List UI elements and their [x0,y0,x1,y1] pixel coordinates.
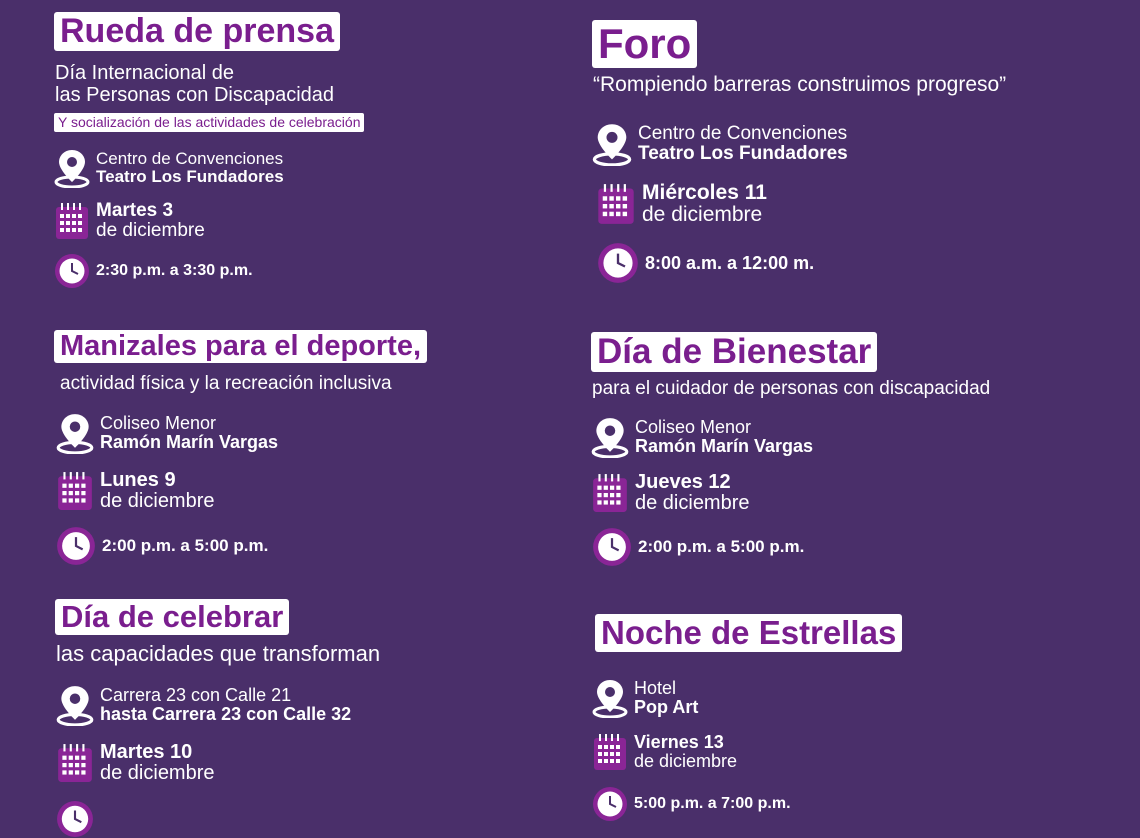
date-month: de diciembre [100,762,215,784]
location-pin-icon [591,416,629,458]
date-month: de diciembre [100,490,215,512]
date-day: Lunes 9 [100,469,176,491]
location-detail: Teatro Los Fundadores [638,143,848,164]
time-range: 5:00 p.m. a 7:00 p.m. [634,795,791,812]
event-time [54,253,253,289]
location-name: Coliseo Menor [100,413,217,433]
event-location [56,412,278,454]
date-month: de diciembre [635,492,750,514]
time-range: 2:30 p.m. a 3:30 p.m. [96,262,253,279]
event-time [597,242,814,284]
clock-icon [56,526,96,566]
event-date [592,733,737,771]
time-range: 2:00 p.m. a 5:00 p.m. [102,536,269,555]
calendar-icon [591,473,629,513]
location-name: Coliseo Menor [635,417,752,437]
time-range: 8:00 a.m. a 12:00 m. [645,252,815,273]
event-title-dia-de-celebrar: Día de celebrar [55,599,289,635]
event-title-foro: Foro [592,20,697,68]
event-date [596,182,767,226]
time-range: 2:00 p.m. a 5:00 p.m. [638,537,805,556]
event-subtitle-line: las Personas con Discapacidad [55,84,335,106]
event-location [592,678,698,718]
event-location [54,148,284,188]
event-subtitle-line: Día Internacional de [55,62,235,84]
event-date [56,470,215,512]
event-time [56,526,268,566]
date-day: Jueves 12 [635,471,731,493]
clock-icon [592,527,632,567]
calendar-icon [56,471,94,511]
event-title-noche-de-estrellas: Noche de Estrellas [595,614,902,652]
event-title-dia-de-bienestar: Día de Bienestar [591,332,877,372]
date-day: Viernes 13 [634,732,724,752]
event-tag: Y socialización de las actividades de celebración [54,113,364,132]
date-day: Miércoles 11 [642,181,767,204]
event-subtitle-line: actividad física y la recreación inclusiva [60,373,392,394]
location-detail: hasta Carrera 23 con Calle 32 [100,704,352,724]
location-pin-icon [592,678,628,718]
calendar-icon [54,202,90,240]
location-pin-icon [56,684,94,726]
location-detail: Ramón Marín Vargas [100,432,279,452]
location-name: Carrera 23 con Calle 21 [100,685,292,705]
date-month: de diciembre [634,751,738,771]
location-name: Hotel [634,678,677,698]
event-date [591,472,750,514]
date-day: Martes 3 [96,200,174,221]
location-name: Centro de Convenciones [96,149,284,168]
clock-icon [54,253,90,289]
event-subtitle-line: las capacidades que transforman [56,641,381,666]
location-detail: Ramón Marín Vargas [635,436,814,456]
event-location [592,122,848,166]
event-subtitle-line: “Rompiendo barreras construimos progreso” [593,73,1007,96]
location-pin-icon [56,412,94,454]
event-time [592,786,791,822]
event-title-rueda-de-prensa: Rueda de prensa [54,12,340,51]
date-month: de diciembre [96,220,205,241]
calendar-icon [596,183,636,225]
date-day: Martes 10 [100,741,193,763]
location-detail: Teatro Los Fundadores [96,167,284,186]
clock-icon [56,800,94,838]
calendar-icon [592,733,628,771]
location-name: Centro de Convenciones [638,123,848,144]
calendar-icon [56,743,94,783]
location-pin-icon [592,122,632,166]
event-date [56,742,215,784]
event-location [56,684,351,726]
event-location [591,416,813,458]
date-month: de diciembre [642,203,763,226]
event-subtitle-line: para el cuidador de personas con discapacidad [592,378,991,399]
clock-icon [592,786,628,822]
clock-icon [597,242,639,284]
location-detail: Pop Art [634,697,699,717]
location-pin-icon [54,148,90,188]
event-title-manizales-para-el-deporte: Manizales para el deporte, [54,330,427,363]
event-time [56,800,100,838]
event-date [54,201,205,241]
event-time [592,527,804,567]
